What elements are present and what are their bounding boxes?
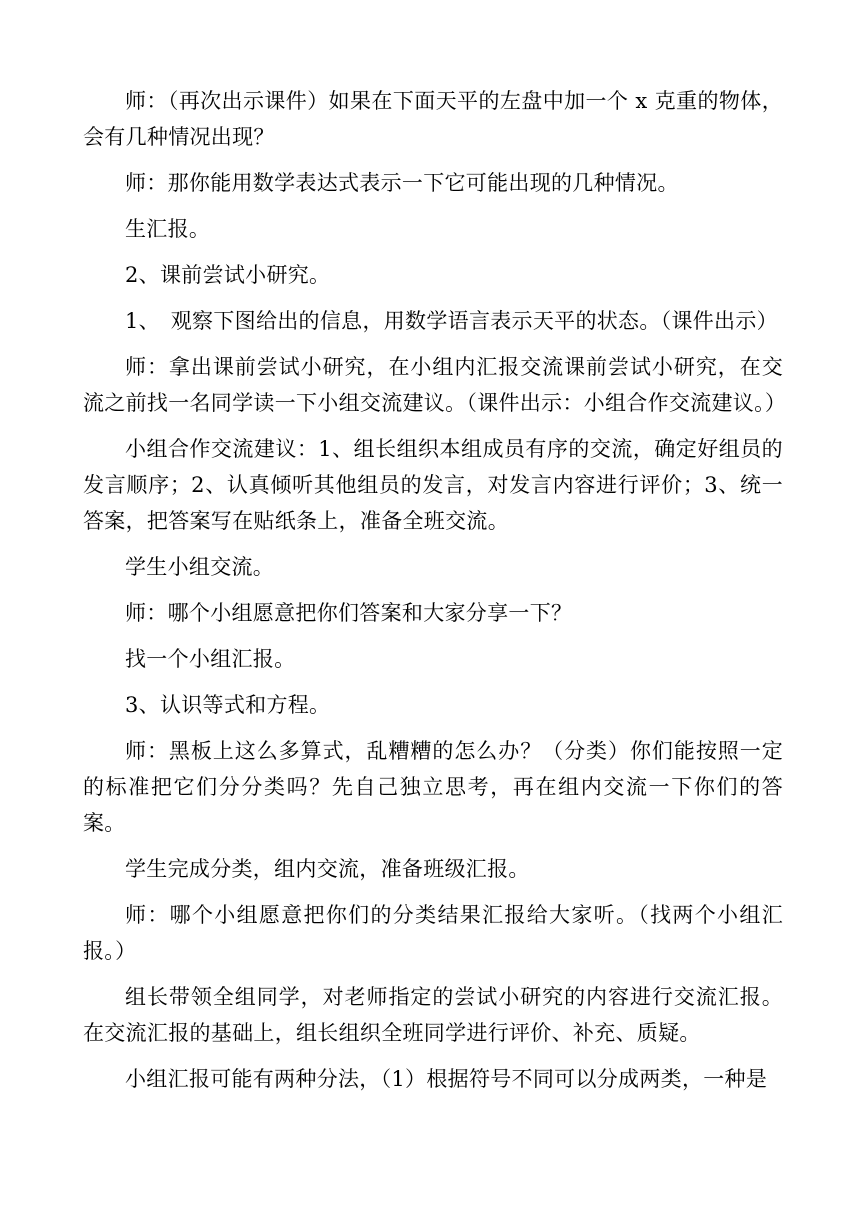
paragraph-teacher-share: 师：哪个小组愿意把你们答案和大家分享一下？ [125,601,573,625]
paragraph-teacher-expression: 师：那你能用数学表达式表示一下它可能出现的几种情况。 [125,171,679,195]
paragraph-leader-report: 组长带领全组同学，对老师指定的尝试小研究的内容进行交流汇报。在交流汇报的基础上，组长组织全班同学进行评价、补充、质疑。 [83,985,783,1045]
paragraph-observe-scale: 1、 观察下图给出的信息，用数学语言表示天平的状态。（课件出示） [125,309,778,333]
paragraph-two-methods: 小组汇报可能有两种分法，（1）根据符号不同可以分成两类，一种是 [125,1067,768,1091]
paragraph-group-report: 找一个小组汇报。 [125,647,296,671]
document-body [83,83,787,1097]
paragraph-teacher-classify-report: 师：哪个小组愿意把你们的分类结果汇报给大家听。（找两个小组汇报。） [83,903,783,963]
paragraph-group-exchange: 学生小组交流。 [125,555,275,579]
paragraph-teacher-group-exchange: 师：拿出课前尝试小研究，在小组内汇报交流课前尝试小研究，在交流之前找一名同学读一下小组交流建议。（课件出示：小组合作交流建议。） [83,355,787,415]
paragraph-student-report: 生汇报。 [125,217,211,241]
paragraph-student-classify: 学生完成分类，组内交流，准备班级汇报。 [125,857,530,881]
paragraph-teacher-scale-question: 师：（再次出示课件）如果在下面天平的左盘中加一个 x 克重的物体，会有几种情况出现？ [83,89,783,149]
section-heading-pre-class-study: 2、课前尝试小研究。 [125,263,331,287]
paragraph-group-suggestions: 小组合作交流建议：1、组长组织本组成员有序的交流，确定好组员的发言顺序；2、认真倾听其他组员的发言，对发言内容进行评价；3、统一答案，把答案写在贴纸条上，准备全班交流。 [83,437,783,533]
paragraph-teacher-classify: 师：黑板上这么多算式，乱糟糟的怎么办？（分类）你们能按照一定的标准把它们分分类吗？先自己独立思考，再在组内交流一下你们的答案。 [83,739,783,835]
section-heading-equations: 3、认识等式和方程。 [125,693,331,717]
